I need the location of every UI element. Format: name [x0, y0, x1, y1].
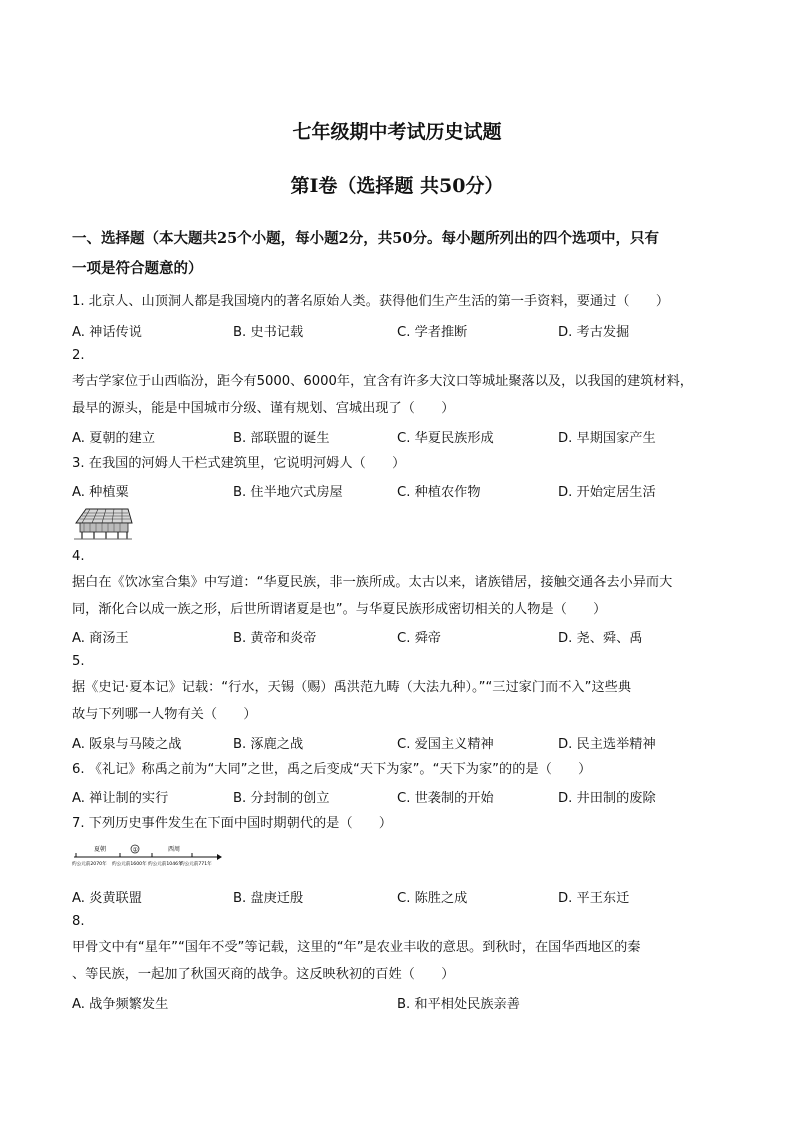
q6-option-d: D. 井田制的废除 [558, 791, 656, 806]
q3-option-a: A. 种植粟 [72, 485, 129, 500]
timeline-label-western-zhou: 西周 [168, 846, 181, 853]
q7-option-c: C. 陈胜之成 [397, 891, 468, 906]
timeline-date-1: 约公元前2070年 [72, 862, 107, 867]
q6-option-b: B. 分封制的创立 [233, 791, 330, 806]
q2-option-c: C. 华夏民族形成 [397, 431, 494, 446]
question-8-stem-line-2: 、等民族，一起加了秋国灭商的战争。这反映秋初的百姓（ ） [72, 967, 455, 982]
q4-option-b: B. 黄帝和炎帝 [233, 631, 317, 646]
q6-option-a: A. 禅让制的实行 [72, 791, 169, 806]
instructions-line-1: 一、选择题（本大题共25个小题，每小题2分，共50分。每小题所列出的四个选项中，只有 [72, 230, 659, 247]
q7-option-d: D. 平王东迁 [558, 891, 630, 906]
q3-option-c: C. 种植农作物 [397, 485, 481, 500]
question-5-stem-line-1: 据《史记·夏本记》记载：“行水，天锡（赐）禹洪范九畴（大法九种）。”“三过家门而不入”这些典 [72, 680, 632, 695]
q1-option-a: A. 神话传说 [72, 325, 142, 340]
q5-option-a: A. 阪泉与马陵之战 [72, 737, 182, 752]
q3-option-d: D. 开始定居生活 [558, 485, 656, 500]
question-4-stem-line-2: 同，渐化合以成一族之形，后世所谓诸夏是也”。与华夏民族形成密切相关的人物是（ ） [72, 602, 607, 617]
question-8-number: 8. [72, 914, 85, 929]
exam-title: 七年级期中考试历史试题 [292, 121, 502, 143]
q1-option-d: D. 考古发掘 [558, 325, 630, 340]
question-4-stem-line-1: 据白在《饮冰室合集》中写道：“华夏民族，非一族所成。太古以来，诸族错居，接触交通各去小异而大 [72, 575, 673, 590]
q5-option-b: B. 涿鹿之战 [233, 737, 304, 752]
q2-option-a: A. 夏朝的建立 [72, 431, 156, 446]
question-4-number: 4. [72, 549, 85, 564]
question-5-stem-line-2: 故与下列哪一人物有关（ ） [72, 707, 257, 722]
q4-option-c: C. 舜帝 [397, 631, 441, 646]
dynasty-timeline [72, 843, 222, 877]
q3-option-b: B. 住半地穴式房屋 [233, 485, 343, 500]
stilt-house-image [72, 507, 134, 541]
q1-option-b: B. 史书记载 [233, 325, 304, 340]
question-2-stem-line-1: 考古学家位于山西临汾，距今有5000、6000年，宜含有许多大汶口等城址聚落以及，以我国的建筑材料， [72, 374, 693, 389]
question-2-stem-line-2: 最早的源头，能是中国城市分级、谨有规划、宫城出现了（ ） [72, 401, 455, 416]
question-5-number: 5. [72, 654, 85, 669]
section-heading: 第Ⅰ卷（选择题 共50分） [290, 175, 504, 197]
q2-option-d: D. 早期国家产生 [558, 431, 656, 446]
q8-option-a: A. 战争频繁发生 [72, 997, 169, 1012]
section-instructions [72, 224, 722, 284]
q4-option-d: D. 尧、舜、禹 [558, 631, 643, 646]
timeline-label-xia: 夏朝 [94, 846, 107, 853]
instructions-line-2: 一项是符合题意的） [72, 260, 203, 277]
q7-option-b: B. 盘庚迁殷 [233, 891, 304, 906]
question-8-stem-line-1: 甲骨文中有“星年”“国年不受”等记载，这里的“年”是农业丰收的意思。到秋时，在国华西地区的秦 [72, 940, 641, 955]
timeline-label-blank: ① [132, 846, 138, 854]
question-1-stem: 1. 北京人、山顶洞人都是我国境内的著名原始人类。获得他们生产生活的第一手资料，要通过（ ） [72, 294, 670, 309]
q1-option-c: C. 学者推断 [397, 325, 468, 340]
q6-option-c: C. 世袭制的开始 [397, 791, 494, 806]
timeline-date-2: 约公元前1600年 [112, 862, 147, 867]
timeline-date-4: 约公元前771年 [180, 862, 212, 867]
q4-option-a: A. 商汤王 [72, 631, 129, 646]
q5-option-c: C. 爱国主义精神 [397, 737, 494, 752]
question-2-number: 2. [72, 348, 85, 363]
question-7-stem: 7. 下列历史事件发生在下面中国时期朝代的是（ ） [72, 816, 393, 831]
q2-option-b: B. 部联盟的诞生 [233, 431, 330, 446]
timeline-date-3: 约公元前1046年 [148, 862, 183, 867]
q8-option-b: B. 和平相处民族亲善 [397, 997, 520, 1012]
q7-option-a: A. 炎黄联盟 [72, 891, 142, 906]
q5-option-d: D. 民主选举精神 [558, 737, 656, 752]
question-3-stem: 3. 在我国的河姆人干栏式建筑里，它说明河姆人（ ） [72, 456, 406, 471]
question-6-stem: 6. 《礼记》称禹之前为“大同”之世，禹之后变成“天下为家”。“天下为家”的的是（ ） [72, 762, 592, 777]
